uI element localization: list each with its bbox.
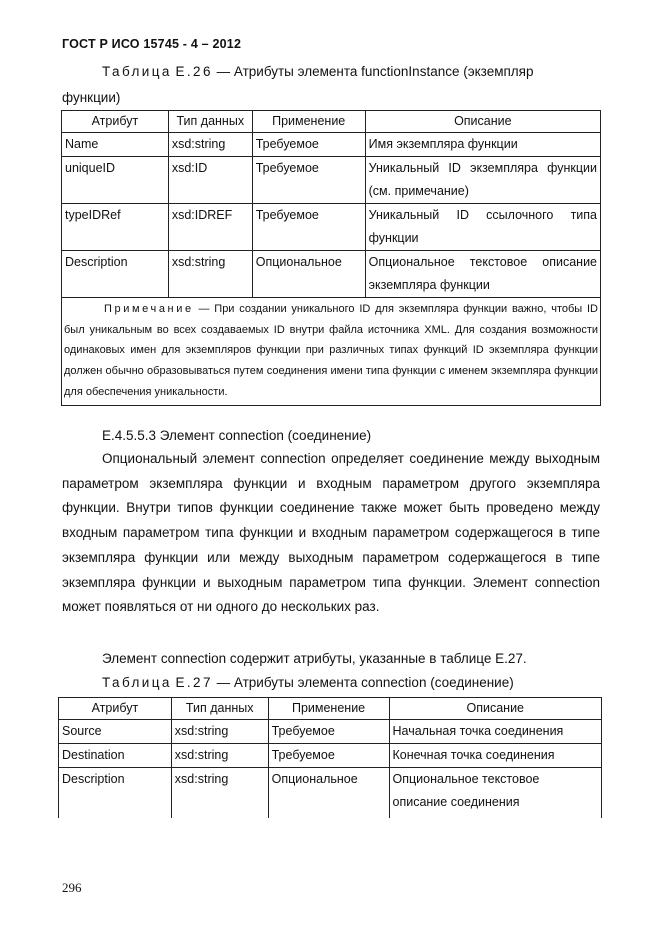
table-header-row [59, 698, 602, 720]
table-row [62, 133, 601, 157]
cell-usage: Требуемое [252, 204, 365, 251]
table-row [59, 720, 602, 744]
column-header: Описание [389, 698, 602, 720]
table-e26 [61, 110, 601, 406]
cell-description [365, 251, 600, 298]
column-header: Описание [365, 111, 600, 133]
desc-line: (см. примечание) [368, 184, 469, 198]
desc-line: Уникальный ID экземпляра функции [368, 161, 597, 175]
section-paragraph: Опциональный элемент connection определяет соединение между выходным параметром экземпляра функции и входным параметром другого экземпляра функции. Внутри типов функции соединение также может быть проведено между входным параметром типа функции и входным параметром содержащегося в типе экземпляра функции или между выходным параметром содержащегося в типе экземпляра функции и выходным параметром типа функции. Элемент connection может появляться от ни одного до нескольких раз. [62, 451, 600, 615]
column-header: Атрибут [62, 111, 169, 133]
desc-line: функции [368, 231, 419, 245]
cell-type: xsd:string [171, 768, 268, 819]
cell-description [365, 204, 600, 251]
cell-type: xsd:string [168, 133, 252, 157]
caption-number: Е.27 [175, 675, 213, 690]
cell-description [389, 720, 602, 744]
column-header: Применение [252, 111, 365, 133]
column-header: Атрибут [59, 698, 172, 720]
table-note [62, 298, 601, 406]
note-text: — При создании уникального ID для экземпляра функции важно, чтобы ID был уникальным во всех создаваемых ID внутри файла источника XML. Для создания возможности одинаковых имен для экземпляров функции при различных типах функций ID экземпляра функции должен обычно образовываться путем соединения имени типа функции с именем экземпляра функции для обеспечения уникальности. [64, 303, 598, 398]
desc-line: описание соединения [392, 795, 520, 809]
column-header: Применение [268, 698, 389, 720]
caption-text: — Атрибуты элемента connection (соединение) [212, 675, 514, 690]
table-reference-sentence: Элемент connection содержит атрибуты, указанные в таблице Е.27. [102, 651, 527, 666]
table-note-row [62, 298, 601, 406]
column-header: Тип данных [168, 111, 252, 133]
desc-line: Уникальный ID ссылочного типа [368, 208, 597, 222]
cell-attribute: uniqueID [62, 157, 169, 204]
desc-line: экземпляра функции [368, 278, 490, 292]
cell-usage: Требуемое [252, 157, 365, 204]
table-header-row [62, 111, 601, 133]
cell-type: xsd:IDREF [168, 204, 252, 251]
note-label: Примечание [104, 303, 194, 315]
caption-text: — Атрибуты элемента functionInstance (экземпляр [212, 64, 534, 79]
cell-attribute: Name [62, 133, 169, 157]
table-row [59, 768, 602, 819]
desc-line: Опциональное текстовое описание [368, 255, 597, 269]
cell-attribute: Description [59, 768, 172, 819]
cell-type: xsd:ID [168, 157, 252, 204]
caption-word: Таблица [102, 675, 172, 690]
desc-line: Конечная точка соединения [392, 748, 555, 762]
cell-usage: Требуемое [268, 744, 389, 768]
caption-number: Е.26 [175, 64, 213, 79]
table-row [62, 251, 601, 298]
cell-description [389, 768, 602, 819]
cell-usage: Требуемое [268, 720, 389, 744]
table-e26-caption-line2: функции) [62, 90, 121, 105]
cell-usage: Опциональное [268, 768, 389, 819]
table-row [62, 157, 601, 204]
cell-usage: Требуемое [252, 133, 365, 157]
table-e27 [58, 697, 602, 818]
table-row [62, 204, 601, 251]
cell-attribute: Destination [59, 744, 172, 768]
cell-usage: Опциональное [252, 251, 365, 298]
table-e26-caption [102, 60, 534, 84]
cell-description [365, 157, 600, 204]
cell-attribute: typeIDRef [62, 204, 169, 251]
cell-attribute: Source [59, 720, 172, 744]
column-header: Тип данных [171, 698, 268, 720]
desc-line: Имя экземпляра функции [368, 137, 518, 151]
cell-attribute: Description [62, 251, 169, 298]
cell-description [389, 744, 602, 768]
cell-type: xsd:string [168, 251, 252, 298]
caption-word: Таблица [102, 64, 172, 79]
cell-type: xsd:string [171, 720, 268, 744]
table-e27-caption [102, 671, 514, 695]
document-header: ГОСТ Р ИСО 15745 - 4 – 2012 [62, 37, 242, 51]
section-heading: Е.4.5.5.3 Элемент connection (соединение) [102, 428, 372, 443]
desc-line: Начальная точка соединения [392, 724, 564, 738]
page-number: 296 [62, 880, 82, 895]
desc-line: Опциональное текстовое [392, 772, 540, 786]
cell-type: xsd:string [171, 744, 268, 768]
cell-description [365, 133, 600, 157]
table-row [59, 744, 602, 768]
